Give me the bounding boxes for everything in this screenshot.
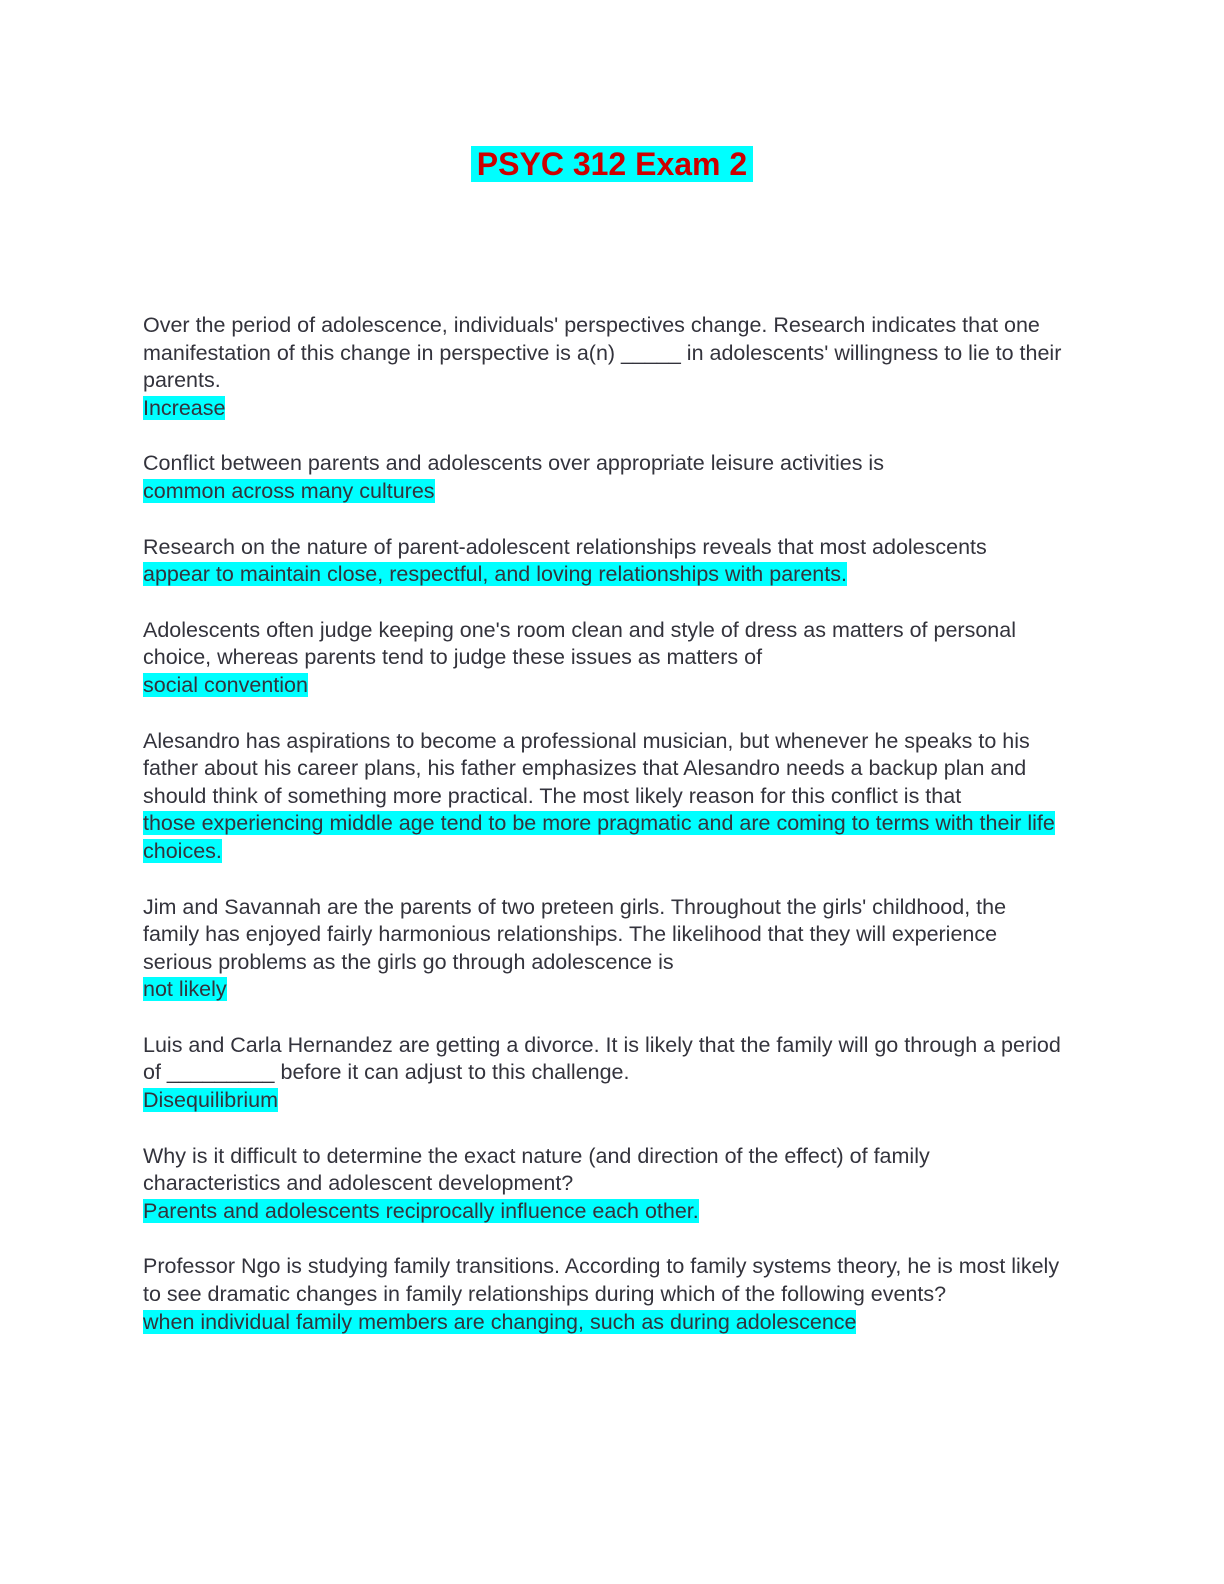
qa-block-8 <box>143 1143 1068 1226</box>
answer-line <box>143 395 1068 423</box>
answer-line <box>143 1309 1068 1337</box>
answer-highlight: when individual family members are changing, such as during adolescence <box>143 1309 857 1334</box>
qa-block-4 <box>143 617 1068 700</box>
question-text: Alesandro has aspirations to become a professional musician, but whenever he speaks to his father about his career plans, his father emphasizes that Alesandro needs a backup plan and should think of something more practical. The most likely reason for this conflict is that <box>143 728 1030 808</box>
qa-block-7 <box>143 1032 1068 1115</box>
qa-block-1 <box>143 312 1068 422</box>
question-text: Adolescents often judge keeping one's room clean and style of dress as matters of personal choice, whereas parents tend to judge these issues as matters of <box>143 617 1016 670</box>
answer-highlight: Disequilibrium <box>143 1088 279 1113</box>
document-title-text: PSYC 312 Exam 2 <box>471 146 753 182</box>
answer-line <box>143 478 1068 506</box>
question-text: Conflict between parents and adolescents over appropriate leisure activities is <box>143 451 884 476</box>
answer-highlight: not likely <box>143 977 227 1002</box>
question-text: Professor Ngo is studying family transitions. According to family systems theory, he is most likely to see dramatic changes in family relationships during which of the following events? <box>143 1254 1060 1307</box>
question-text: Jim and Savannah are the parents of two preteen girls. Throughout the girls' childhood, the family has enjoyed fairly harmonious relationships. The likelihood that they will experience serious problems as the girls go through adolescence is <box>143 894 1007 974</box>
qa-block-9 <box>143 1253 1068 1336</box>
question-text: Research on the nature of parent-adolescent relationships reveals that most adolescents <box>143 534 987 559</box>
answer-highlight: common across many cultures <box>143 478 435 503</box>
answer-highlight: Increase <box>143 395 226 420</box>
answer-line <box>143 976 1068 1004</box>
qa-block-6 <box>143 894 1068 1004</box>
answer-line <box>143 561 1068 589</box>
qa-block-3 <box>143 534 1068 589</box>
answer-line <box>143 1087 1068 1115</box>
question-text: Luis and Carla Hernandez are getting a divorce. It is likely that the family will go through a period of _________ before it can adjust to this challenge. <box>143 1032 1061 1085</box>
question-text: Why is it difficult to determine the exact nature (and direction of the effect) of family characteristics and adolescent development? <box>143 1143 930 1196</box>
answer-highlight: appear to maintain close, respectful, and loving relationships with parents. <box>143 562 847 587</box>
document-title <box>471 144 753 185</box>
document-body <box>143 312 1068 1336</box>
answer-line <box>143 1198 1068 1226</box>
qa-block-5 <box>143 728 1068 866</box>
title-area <box>0 0 1224 185</box>
answer-highlight: social convention <box>143 672 308 697</box>
qa-block-2 <box>143 450 1068 505</box>
answer-line <box>143 672 1068 700</box>
answer-highlight: Parents and adolescents reciprocally influence each other. <box>143 1198 699 1223</box>
answer-highlight: those experiencing middle age tend to be more pragmatic and are coming to terms with their life choices. <box>143 811 1055 863</box>
answer-line <box>143 810 1068 865</box>
question-text: Over the period of adolescence, individuals' perspectives change. Research indicates that one manifestation of this change in perspective is a(n) _____ in adolescents' willingness to lie to their parents. <box>143 313 1062 393</box>
